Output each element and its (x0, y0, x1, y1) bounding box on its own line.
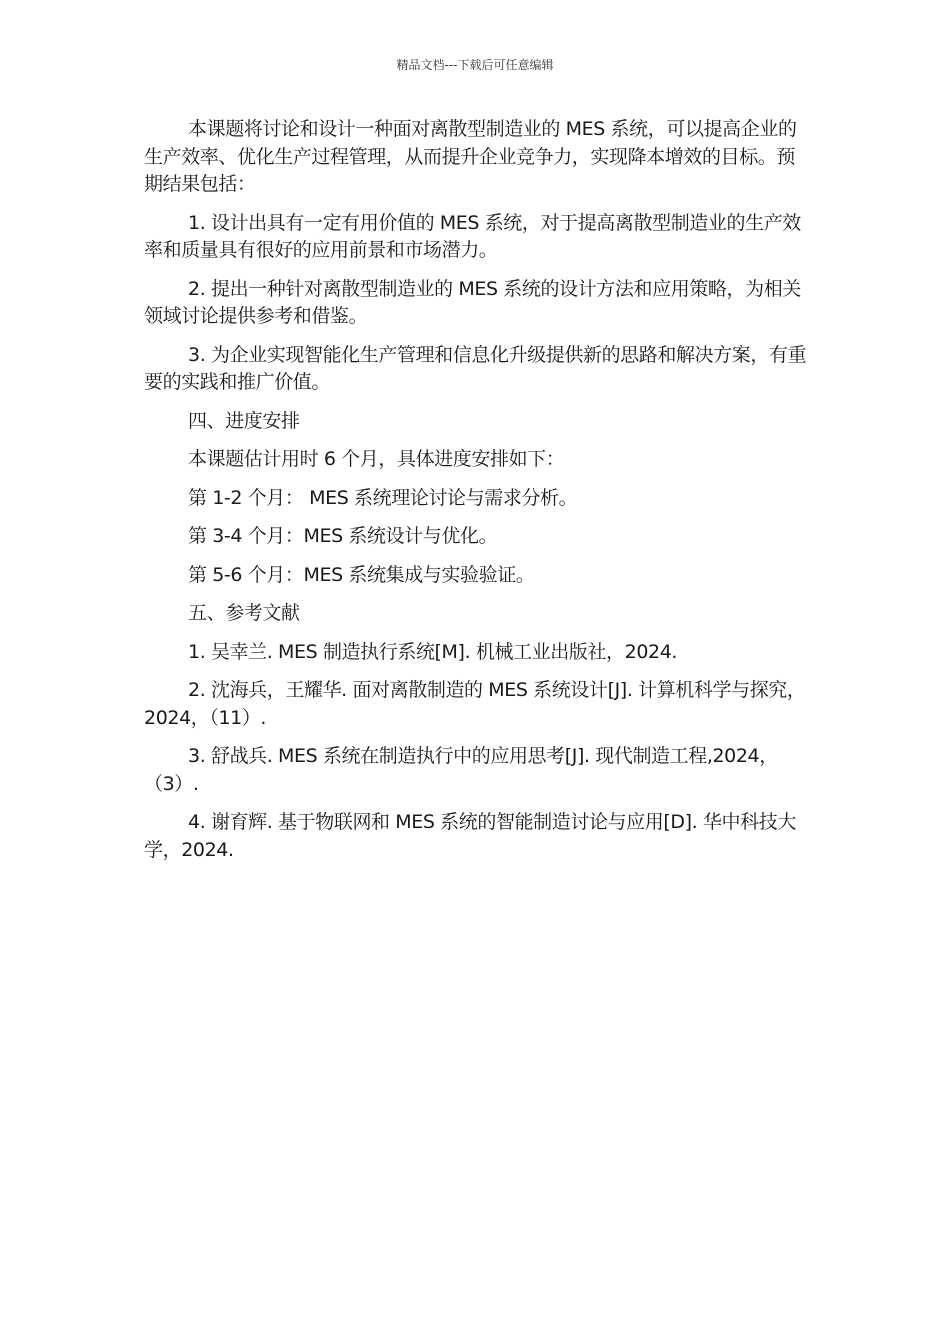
expected-result-2: 2. 提出一种针对离散型制造业的 MES 系统的设计方法和应用策略，为相关领域讨论提供参考和借鉴。 (144, 277, 801, 327)
schedule-item-2: 第 3-4 个月：MES 系统设计与优化。 (188, 525, 498, 547)
expected-result-1: 1. 设计出具有一定有用价值的 MES 系统，对于提高离散型制造业的生产效率和质量具有很好的应用前景和市场潜力。 (144, 211, 801, 261)
section-heading-schedule: 四、进度安排 (188, 409, 300, 432)
page-header: 精品文档---下载后可任意编辑 (396, 58, 554, 72)
schedule-item-1: 第 1-2 个月： MES 系统理论讨论与需求分析。 (188, 486, 578, 509)
schedule-intro: 本课题估计用时 6 个月，具体进度安排如下： (188, 448, 565, 470)
expected-results-intro: 本课题将讨论和设计一种面对离散型制造业的 MES 系统，可以提高企业的生产效率、优化生产过程管理，从而提升企业竞争力，实现降本增效的目标。预期结果包括： (144, 118, 797, 195)
section-heading-references: 五、参考文献 (188, 602, 300, 624)
expected-result-3: 3. 为企业实现智能化生产管理和信息化升级提供新的思路和解决方案，有重要的实践和推广价值。 (144, 343, 807, 393)
reference-1: 1. 吴幸兰. MES 制造执行系统[M]. 机械工业出版社，2024. (188, 640, 678, 663)
reference-3: 3. 舒战兵. MES 系统在制造执行中的应用思考[J]. 现代制造工程,2024，（3）. (144, 745, 778, 795)
reference-2: 2. 沈海兵，王耀华. 面对离散制造的 MES 系统设计[J]. 计算机科学与探究，2024，（11）. (144, 679, 806, 729)
schedule-item-3: 第 5-6 个月：MES 系统集成与实验验证。 (188, 563, 535, 586)
document-body (144, 116, 808, 875)
reference-4: 4. 谢育辉. 基于物联网和 MES 系统的智能制造讨论与应用[D]. 华中科技大学，2024. (144, 811, 796, 861)
